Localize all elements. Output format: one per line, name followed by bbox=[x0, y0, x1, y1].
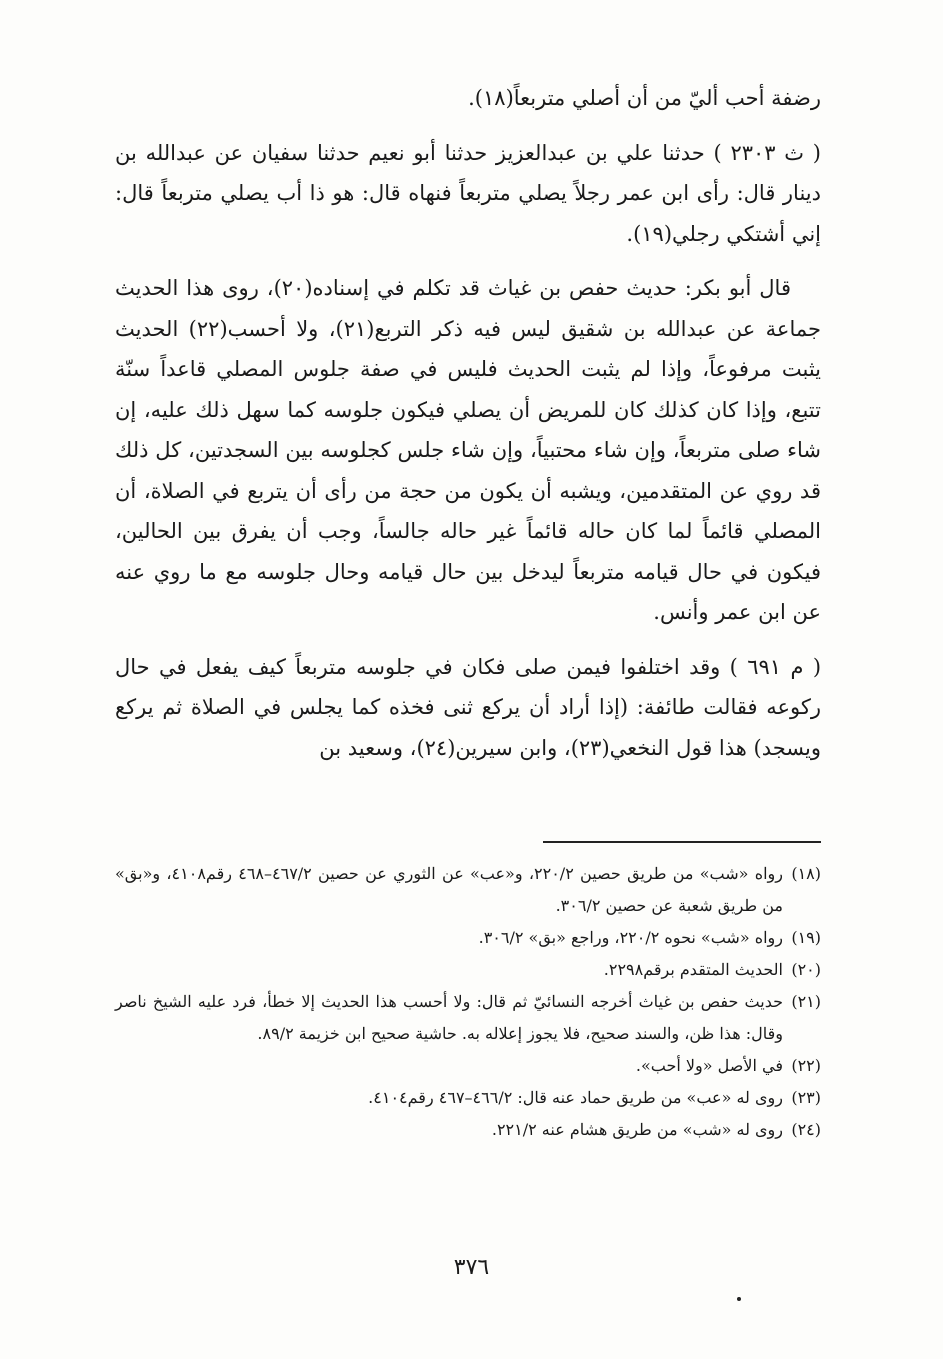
footnote-number: (٢٠) bbox=[791, 960, 821, 979]
footnote-number: (٢١) bbox=[791, 992, 821, 1011]
footnote-divider bbox=[543, 841, 821, 843]
footnote-19 bbox=[115, 922, 821, 954]
paragraph-masalah-691: ( م ٦٩١ ) وقد اختلفوا فيمن صلى فكان في جلوسه متربعاً كيف يفعل في حال ركوعه فقالت طائفة: (إذا أراد أن يركع ثنى فخذه كما يجلس في الصلاة ثم يركع ويسجد) هذا قول النخعي(٢٣)، وابن سيرين(٢٤)، وسعيد بن bbox=[115, 654, 822, 760]
footnote-text: الحديث المتقدم برقم٢٢٩٨. bbox=[603, 960, 783, 979]
footnote-number: (٢٤) bbox=[791, 1120, 821, 1139]
footnote-number: (٢٣) bbox=[791, 1088, 821, 1107]
footnote-22 bbox=[115, 1050, 821, 1082]
footnote-number: (٢٢) bbox=[791, 1056, 821, 1075]
footnote-text: حديث حفص بن غياث أخرجه النسائيّ ثم قال: ولا أحسب هذا الحديث إلا خطأ، فرد عليه الشيخ ناصر وقال: هذا ظن، والسند صحيح، فلا يجوز إعلاله به. حاشية صحيح ابن خزيمة ٨٩/٢. bbox=[115, 992, 783, 1043]
page-number: ٣٧٦ bbox=[453, 1255, 490, 1280]
scan-speck bbox=[737, 1297, 741, 1301]
footnote-21 bbox=[115, 986, 821, 1050]
footnote-text: رواه «شب» نحوه ٢٢٠/٢، وراجع «بق» ٣٠٦/٢. bbox=[478, 928, 783, 947]
paragraph-continuation: رضفة أحب أليّ من أن أصلي متربعاً(١٨). bbox=[468, 86, 821, 110]
footnote-20 bbox=[115, 954, 821, 986]
footnote-text: روى له «عب» من طريق حماد عنه قال: ٤٦٦/٢–٤٦٧ رقم٤١٠٤. bbox=[368, 1088, 783, 1107]
paragraph-athar-2303: ( ث ٢٣٠٣ ) حدثنا علي بن عبدالعزيز حدثنا أبو نعيم حدثنا سفيان عن عبدالله بن دينار قال: رأى ابن عمر رجلاً يصلي متربعاً فنهاه قال: هو ذا أب يصلي متربعاً قال: إني أشتكي رجلي(١٩). bbox=[115, 140, 821, 246]
footnote-24 bbox=[115, 1114, 821, 1146]
footnote-text: رواه «شب» من طريق حصين ٢٢٠/٢، و«عب» عن الثوري عن حصين ٤٦٧/٢–٤٦٨ رقم٤١٠٨، و«بق» من طريق شعبة عن حصين ٣٠٦/٢. bbox=[115, 864, 783, 915]
paragraph-abu-bakr-comment: قال أبو بكر: حديث حفص بن غياث قد تكلم في إسناده(٢٠)، روى هذا الحديث جماعة عن عبدالله بن شقيق ليس فيه ذكر التربع(٢١)، ولا أحسب(٢٢) الحديث يثبت مرفوعاً، وإذا لم يثبت الحديث فليس في صفة جلوس المصلي قاعداً سنّة تتبع، وإذا كان كذلك كان للمريض أن يصلي فيكون جلوسه كما سهل ذلك عليه، إن شاء صلى متربعاً، وإن شاء محتبياً، وإن شاء جلس كجلوسه بين السجدتين، كل ذلك قد روي عن المتقدمين، ويشبه أن يكون من حجة من رأى أن يتربع في الصلاة، أن المصلي قائماً لما كان حاله قائماً غير حاله جالساً، وجب أن يفرق بين الحالين، فيكون في حال قيامه متربعاً ليدخل بين حال قيامه وحال جلوسه مع ما روي عنه عن ابن عمر وأنس. bbox=[115, 276, 821, 624]
main-text bbox=[115, 78, 821, 782]
footnotes bbox=[115, 858, 821, 1146]
footnote-number: (١٨) bbox=[791, 864, 821, 883]
footnote-text: في الأصل «ولا أحب». bbox=[635, 1056, 783, 1075]
footnote-18 bbox=[115, 858, 821, 922]
footnote-number: (١٩) bbox=[791, 928, 821, 947]
footnote-text: روى له «شب» من طريق هشام عنه ٢٢١/٢. bbox=[491, 1120, 783, 1139]
footnote-23 bbox=[115, 1082, 821, 1114]
